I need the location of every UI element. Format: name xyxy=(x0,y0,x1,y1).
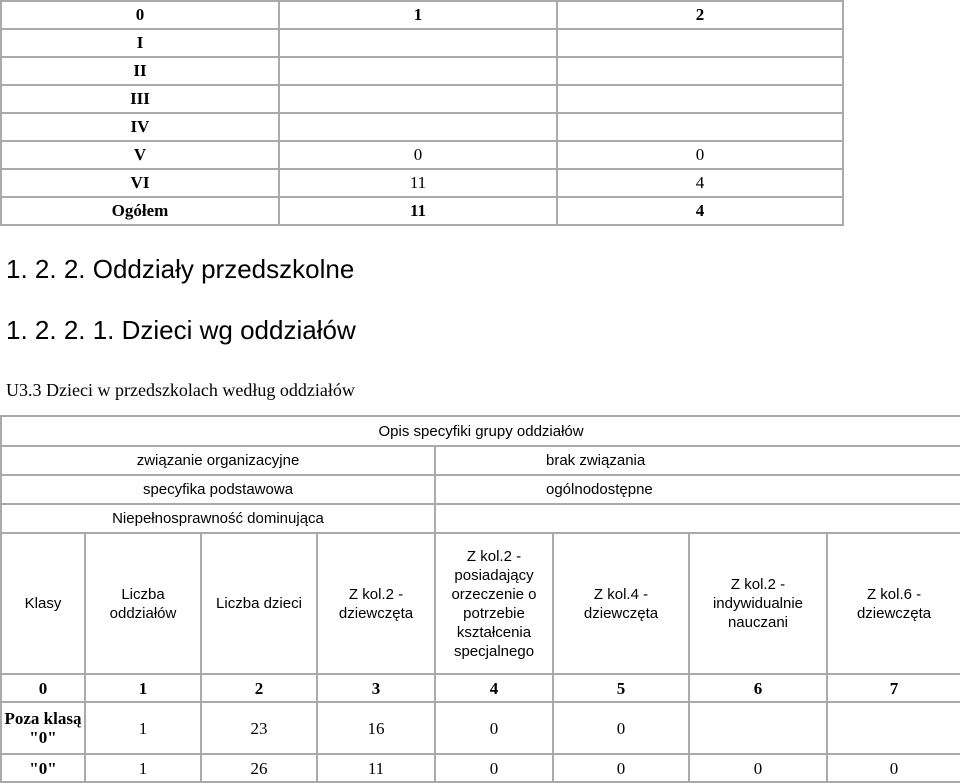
summary-cell xyxy=(279,57,557,85)
summary-cell: 0 xyxy=(279,141,557,169)
table-cell: 1 xyxy=(85,702,201,754)
subsection-heading: 1. 2. 2. 1. Dzieci wg oddziałów xyxy=(6,315,356,345)
column-number: 1 xyxy=(85,674,201,702)
description-title-row xyxy=(1,416,960,446)
summary-total-cell: 11 xyxy=(279,197,557,225)
summary-row-label: III xyxy=(1,85,279,113)
summary-row-label: V xyxy=(1,141,279,169)
column-header: Z kol.2 - dziewczęta xyxy=(317,533,435,674)
summary-row xyxy=(1,169,843,197)
column-header: Liczba dzieci xyxy=(201,533,317,674)
table-cell: 0 xyxy=(435,754,553,782)
summary-row xyxy=(1,85,843,113)
table-cell: 11 xyxy=(317,754,435,782)
summary-row-label: VI xyxy=(1,169,279,197)
column-number: 7 xyxy=(827,674,960,702)
table-cell xyxy=(827,702,960,754)
description-value: brak związania xyxy=(435,446,960,475)
column-number-row xyxy=(1,674,960,702)
description-row xyxy=(1,504,960,533)
column-header: Z kol.2 - indywidualnie nauczani xyxy=(689,533,827,674)
section-heading: 1. 2. 2. Oddziały przedszkolne xyxy=(6,254,355,284)
table-title: U3.3 Dzieci w przedszkolach według oddziałów xyxy=(6,380,355,400)
summary-row xyxy=(1,57,843,85)
summary-total-label: Ogółem xyxy=(1,197,279,225)
table-row xyxy=(1,754,960,782)
column-header-row xyxy=(1,533,960,674)
summary-row xyxy=(1,29,843,57)
summary-cell: 0 xyxy=(557,141,843,169)
column-number: 0 xyxy=(1,674,85,702)
table-cell: 0 xyxy=(553,754,689,782)
table-cell: 26 xyxy=(201,754,317,782)
description-label: specyfika podstawowa xyxy=(1,475,435,504)
description-label: związanie organizacyjne xyxy=(1,446,435,475)
summary-cell xyxy=(557,29,843,57)
summary-cell xyxy=(557,57,843,85)
column-number: 4 xyxy=(435,674,553,702)
summary-row-label: IV xyxy=(1,113,279,141)
summary-header-cell: 1 xyxy=(279,1,557,29)
description-value xyxy=(435,504,960,533)
row-label: Poza klasą "0" xyxy=(1,702,85,754)
description-value: ogólnodostępne xyxy=(435,475,960,504)
column-number: 3 xyxy=(317,674,435,702)
table-cell: 1 xyxy=(85,754,201,782)
summary-cell xyxy=(279,113,557,141)
table-cell: 0 xyxy=(827,754,960,782)
column-header: Z kol.4 - dziewczęta xyxy=(553,533,689,674)
summary-cell xyxy=(557,113,843,141)
row-label: "0" xyxy=(1,754,85,782)
table-cell: 0 xyxy=(435,702,553,754)
table-cell: 16 xyxy=(317,702,435,754)
summary-row xyxy=(1,141,843,169)
summary-header-row xyxy=(1,1,843,29)
summary-row-label: I xyxy=(1,29,279,57)
table-cell: 0 xyxy=(689,754,827,782)
description-title: Opis specyfiki grupy oddziałów xyxy=(1,416,960,446)
table-cell: 23 xyxy=(201,702,317,754)
description-label: Niepełnosprawność dominująca xyxy=(1,504,435,533)
summary-row-label: II xyxy=(1,57,279,85)
summary-header-cell: 0 xyxy=(1,1,279,29)
summary-row xyxy=(1,113,843,141)
summary-cell xyxy=(557,85,843,113)
summary-table xyxy=(0,0,844,226)
summary-header-cell: 2 xyxy=(557,1,843,29)
summary-cell: 4 xyxy=(557,169,843,197)
table-cell xyxy=(689,702,827,754)
summary-total-row xyxy=(1,197,843,225)
summary-cell xyxy=(279,85,557,113)
column-number: 5 xyxy=(553,674,689,702)
column-header: Z kol.2 - posiadający orzeczenie o potrzebie kształcenia specjalnego xyxy=(435,533,553,674)
column-number: 2 xyxy=(201,674,317,702)
summary-total-cell: 4 xyxy=(557,197,843,225)
children-by-class-table xyxy=(0,415,960,783)
column-number: 6 xyxy=(689,674,827,702)
summary-cell xyxy=(279,29,557,57)
table-cell: 0 xyxy=(553,702,689,754)
column-header: Liczba oddziałów xyxy=(85,533,201,674)
description-row xyxy=(1,475,960,504)
summary-cell: 11 xyxy=(279,169,557,197)
description-row xyxy=(1,446,960,475)
column-header: Klasy xyxy=(1,533,85,674)
column-header: Z kol.6 - dziewczęta xyxy=(827,533,960,674)
table-row xyxy=(1,702,960,754)
